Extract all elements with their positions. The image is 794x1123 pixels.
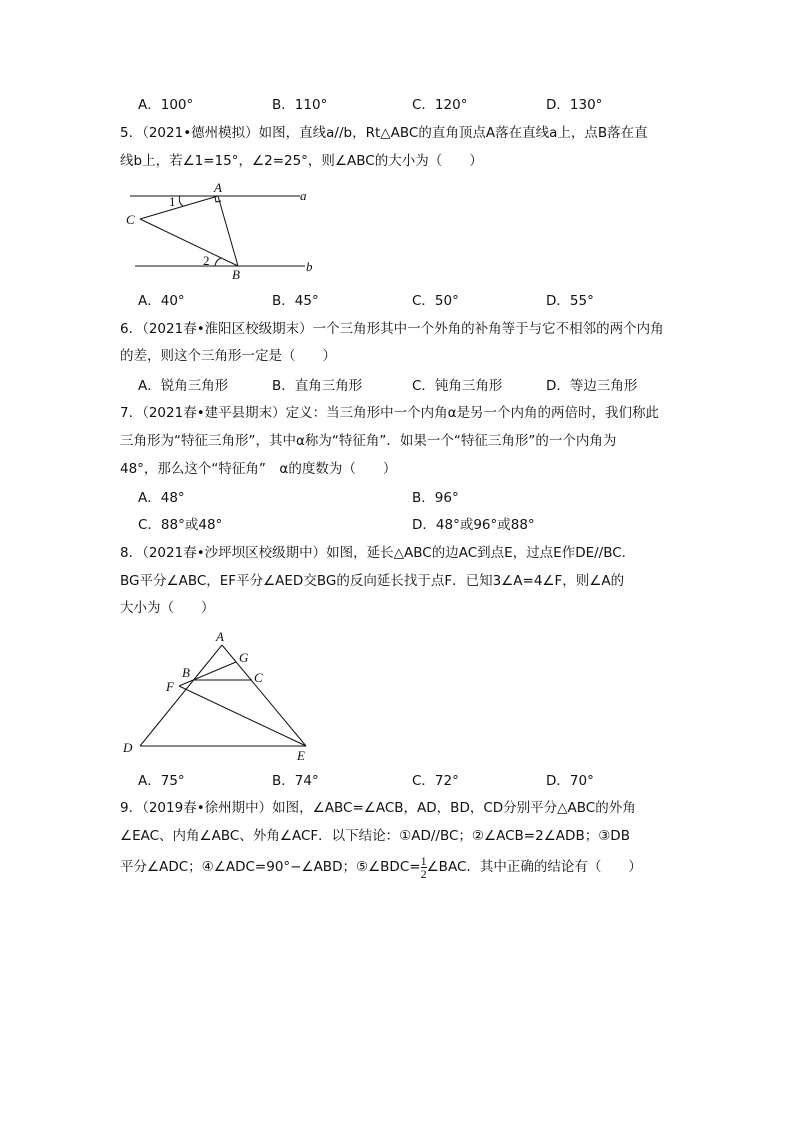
q9-line3-part1: 平分∠ADC；④∠ADC=90°−∠ABD；⑤∠BDC= bbox=[120, 859, 421, 875]
q9-text-line3 bbox=[120, 852, 642, 882]
fraction-numerator: 1 bbox=[420, 853, 427, 868]
q9-line3-part2: ∠BAC．其中正确的结论有（ ） bbox=[426, 859, 642, 875]
q8-label-B: B bbox=[182, 665, 190, 680]
q8-label-D: D bbox=[123, 740, 133, 755]
q6-option-b: B．直角三角形 bbox=[272, 378, 363, 394]
q8-label-G: G bbox=[239, 650, 249, 665]
q8-figure-triangle bbox=[115, 625, 325, 765]
q9-text-line2: ∠EAC、内角∠ABC、外角∠ACF．以下结论：①AD//BC；②∠ACB=2∠ADB；③DB bbox=[120, 828, 630, 844]
q5-text-line2: 线b上，若∠1=15°，∠2=25°，则∠ABC的大小为（ ） bbox=[120, 153, 483, 169]
q4-option-d: D．130° bbox=[546, 97, 603, 113]
q8-label-A: A bbox=[216, 629, 224, 644]
q8-option-a: A．75° bbox=[138, 773, 185, 789]
q7-text-line2: 三角形为“特征三角形”，其中α称为“特征角”．如果一个“特征三角形”的一个内角为 bbox=[120, 433, 617, 449]
q8-label-F: F bbox=[166, 679, 174, 694]
q4-option-a: A．100° bbox=[138, 97, 194, 113]
q7-option-a: A．48° bbox=[138, 490, 185, 506]
q5-option-b: B．45° bbox=[272, 293, 319, 309]
q8-option-b: B．74° bbox=[272, 773, 319, 789]
q8-text-line2: BG平分∠ABC，EF平分∠AED交BG的反向延长找于点F．已知3∠A=4∠F，则∠A的 bbox=[120, 573, 625, 589]
q9-text-line1: 9．（2019春•徐州期中）如图，∠ABC=∠ACB，AD，BD，CD分别平分△ABC的外角 bbox=[120, 800, 636, 816]
q5-text-line1: 5．（2021•德州模拟）如图，直线a//b，Rt△ABC的直角顶点A落在直线a上，点B落在直 bbox=[120, 125, 648, 141]
q5-label-angle1: 1 bbox=[169, 194, 176, 209]
q5-option-a: A．40° bbox=[138, 293, 185, 309]
q5-option-c: C．50° bbox=[412, 293, 459, 309]
q6-option-d: D．等边三角形 bbox=[546, 378, 638, 394]
q7-text-line3: 48°，那么这个“特征角” α的度数为（ ） bbox=[120, 461, 397, 477]
q4-option-c: C．120° bbox=[412, 97, 468, 113]
q7-option-d: D．48°或96°或88° bbox=[412, 517, 535, 533]
q8-text-line1: 8．（2021春•沙坪坝区校级期中）如图，延长△ABC的边AC到点E，过点E作DE//BC． bbox=[120, 545, 636, 561]
q5-option-d: D．55° bbox=[546, 293, 594, 309]
q8-text-line3: 大小为（ ） bbox=[120, 600, 215, 616]
q6-text-line2: 的差，则这个三角形一定是（ ） bbox=[120, 348, 336, 364]
q5-label-a: a bbox=[300, 188, 307, 203]
q5-label-C: C bbox=[126, 212, 135, 227]
q5-label-A: A bbox=[214, 180, 222, 195]
q8-option-d: D．70° bbox=[546, 773, 594, 789]
q7-option-c: C．88°或48° bbox=[138, 517, 223, 533]
q5-figure-parallel-lines-triangle bbox=[120, 178, 330, 283]
q5-label-B: B bbox=[232, 267, 240, 282]
q6-option-a: A．锐角三角形 bbox=[138, 378, 229, 394]
q8-label-C: C bbox=[254, 670, 263, 685]
q5-label-angle2: 2 bbox=[203, 253, 210, 268]
q7-text-line1: 7．（2021春•建平县期末）定义：当三角形中一个内角α是另一个内角的两倍时，我们称此 bbox=[120, 405, 660, 421]
q6-option-c: C．钝角三角形 bbox=[412, 378, 503, 394]
q4-option-b: B．110° bbox=[272, 97, 328, 113]
q7-option-b: B．96° bbox=[412, 490, 459, 506]
q8-option-c: C．72° bbox=[412, 773, 459, 789]
fraction-denominator: 2 bbox=[420, 866, 427, 881]
q6-text-line1: 6．（2021春•淮阳区校级期末）一个三角形其中一个外角的补角等于与它不相邻的两个内角 bbox=[120, 321, 664, 337]
q5-label-b: b bbox=[306, 259, 313, 274]
q8-label-E: E bbox=[297, 748, 305, 763]
